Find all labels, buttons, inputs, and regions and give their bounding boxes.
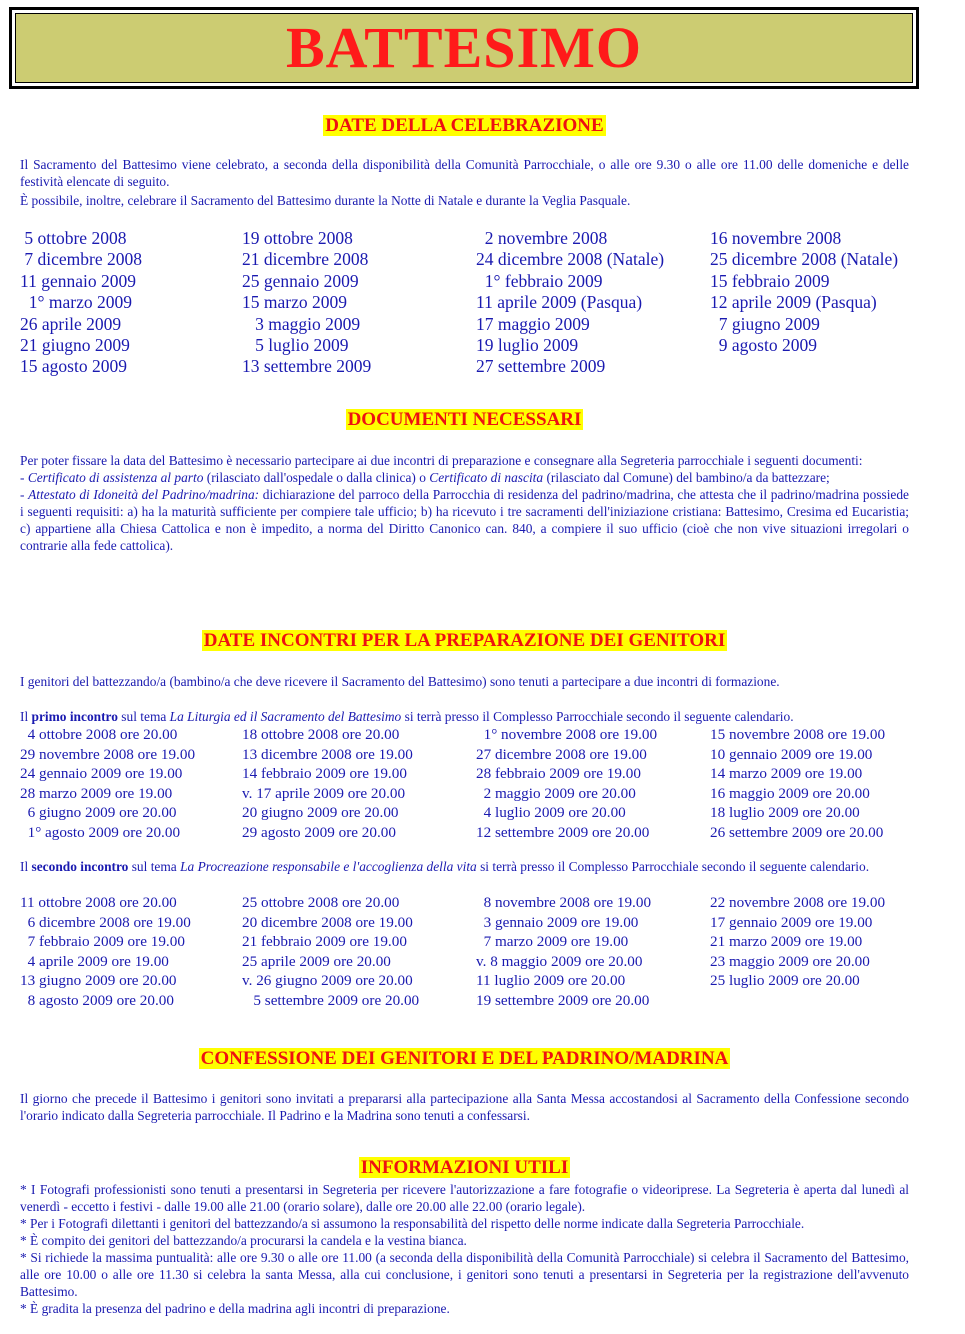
info-item: * Per i Fotografi dilettanti i genitori del battezzando/a si assumono la responsabilità del rispetto delle norme indicate dalla Segreteria Parrocchiale. — [20, 1216, 805, 1231]
secondo-incontro-date: v. 8 maggio 2009 ore 20.00 — [476, 952, 643, 970]
heading-informazioni — [0, 1157, 929, 1179]
secondo-incontro-date: 25 aprile 2009 ore 20.00 — [242, 952, 391, 970]
incontri-intro-text: I genitori del battezzando/a (bambino/a che deve ricevere il Sacramento del Battesimo) sono tenuti a partecipare a due incontri di formazione. — [20, 674, 780, 689]
primo-incontro-date: 18 luglio 2009 ore 20.00 — [710, 804, 860, 821]
text: Il — [20, 709, 32, 724]
heading-text: DOCUMENTI NECESSARI — [347, 409, 582, 430]
documents-intro: Per poter fissare la data del Battesimo è necessario partecipare ai due incontri di preparazione e consegnare alla Segreteria parrocchiale i seguenti documenti: — [20, 453, 863, 468]
secondo-incontro-date: 20 dicembre 2008 ore 19.00 — [242, 913, 413, 931]
celebration-date: 2 novembre 2008 — [476, 228, 608, 248]
primo-incontro-date: 29 agosto 2009 ore 20.00 — [242, 823, 396, 841]
secondo-incontro-date: 11 luglio 2009 ore 20.00 — [476, 972, 626, 989]
heading-text: INFORMAZIONI UTILI — [360, 1157, 569, 1178]
secondo-incontro-date: 11 ottobre 2008 ore 20.00 — [20, 894, 177, 911]
primo-incontro-theme: La Liturgia ed il Sacramento del Battesimo — [169, 709, 402, 724]
primo-incontro-date: 14 marzo 2009 ore 19.00 — [710, 765, 863, 782]
secondo-incontro-date: 8 agosto 2009 ore 20.00 — [20, 991, 174, 1009]
celebration-date: 11 aprile 2009 (Pasqua) — [476, 292, 643, 313]
celebration-date: 7 dicembre 2008 — [20, 249, 142, 270]
primo-incontro-date: 28 marzo 2009 ore 19.00 — [20, 784, 173, 802]
item-text: dichiarazione del parroco della Parrocchia di residenza del padrino/madrina, che attesta che il padrino/madrina possiede i seguenti requisiti: a) ha la maturità sufficiente per compiere tale ufficio; b) ha ricevuto i tre sacramenti dell'iniziazione cristiana: Battesimo, Cresima ed Eucaristia; c) appartiene alla Chiesa Cattolica e non è impedito, a norma del Diritto Canonico can. 840, a compiere il suo ufficio (cioè che non vive situazioni irregolari o contrarie alla fede cattolica). — [20, 487, 909, 553]
celebration-paragraph-1: Il Sacramento del Battesimo viene celebrato, a seconda della disponibilità della Comunità Parrocchiale, o alle ore 9.30 o alle ore 11.00 delle domeniche e delle festività elencate di seguito. — [20, 157, 909, 189]
secondo-incontro-date: v. 26 giugno 2009 ore 20.00 — [242, 972, 413, 989]
celebration-date: 5 luglio 2009 — [242, 335, 349, 356]
documents-block — [20, 452, 909, 554]
heading-date-celebrazione — [0, 115, 929, 137]
celebration-date: 7 giugno 2009 — [710, 313, 820, 334]
secondo-incontro-paragraph — [20, 858, 909, 875]
text: si terrà presso il Complesso Parrocchiale secondo il seguente calendario. — [401, 709, 794, 724]
primo-incontro-dates-grid — [20, 725, 920, 842]
celebration-date: 12 aprile 2009 (Pasqua) — [710, 292, 877, 313]
celebration-intro — [20, 156, 909, 209]
heading-text: DATE INCONTRI PER LA PREPARAZIONE DEI GENITORI — [203, 630, 726, 651]
celebration-date: 15 agosto 2009 — [20, 356, 127, 377]
info-item: * È compito dei genitori del battezzando/a procurarsi la candela e la vestina bianca. — [20, 1233, 467, 1248]
primo-incontro-date: 29 novembre 2008 ore 19.00 — [20, 745, 196, 763]
secondo-incontro-date: 21 marzo 2009 ore 19.00 — [710, 933, 863, 950]
celebration-date — [710, 356, 920, 377]
incontri-intro — [20, 673, 909, 690]
info-item: * I Fotografi professionisti sono tenuti a presentarsi in Segreteria per ricevere l'autorizzazione a fare fotografie o videoriprese. La Segreteria è aperta dal lunedì al venerdì - eccetto i festivi - dalle 19.00 alle 21.00 (orario solare), dalle ore 20.00 alle 22.00 (orario legale). — [20, 1182, 909, 1214]
secondo-incontro-date: 13 giugno 2009 ore 20.00 — [20, 972, 177, 989]
confessione-text: Il giorno che precede il Battesimo i genitori sono invitati a prepararsi alla partecipazione alla Santa Messa accostandosi al Sacramento della Confessione secondo l'orario indicato dalla Segreteria parrocchiale. Il Padrino e la Madrina sono tenuti a confessarsi. — [20, 1091, 909, 1123]
secondo-incontro-date: 4 aprile 2009 ore 19.00 — [20, 952, 169, 970]
heading-confessione — [0, 1048, 929, 1070]
secondo-incontro-date: 3 gennaio 2009 ore 19.00 — [476, 913, 639, 931]
secondo-incontro-date: 21 febbraio 2009 ore 19.00 — [242, 933, 407, 950]
secondo-incontro-date: 23 maggio 2009 ore 20.00 — [710, 952, 870, 970]
celebration-date: 25 dicembre 2008 (Natale) — [710, 249, 899, 270]
primo-incontro-date: 12 settembre 2009 ore 20.00 — [476, 823, 650, 841]
item-prefix: - — [20, 470, 28, 485]
celebration-date: 21 dicembre 2008 — [242, 249, 369, 270]
celebration-date: 26 aprile 2009 — [20, 313, 122, 334]
item-prefix: - — [20, 487, 29, 502]
secondo-incontro-date: 7 febbraio 2009 ore 19.00 — [20, 933, 185, 950]
celebration-date: 24 dicembre 2008 (Natale) — [476, 249, 665, 270]
secondo-incontro-date: 8 novembre 2008 ore 19.00 — [476, 894, 652, 911]
title-banner — [15, 13, 913, 83]
page-title: BATTESIMO — [285, 15, 642, 80]
celebration-date: 15 febbraio 2009 — [710, 270, 830, 291]
celebration-dates-grid — [20, 228, 920, 378]
celebration-date: 15 marzo 2009 — [242, 292, 347, 313]
secondo-incontro-date: 17 gennaio 2009 ore 19.00 — [710, 913, 873, 931]
document-item-attestato — [20, 486, 909, 554]
celebration-date: 19 luglio 2009 — [476, 335, 579, 356]
primo-incontro-date: 10 gennaio 2009 ore 19.00 — [710, 745, 873, 763]
primo-incontro-date: 6 giugno 2009 ore 20.00 — [20, 804, 177, 821]
primo-incontro-date: 1° novembre 2008 ore 19.00 — [476, 726, 658, 743]
celebration-date: 16 novembre 2008 — [710, 228, 842, 248]
secondo-incontro-date: 6 dicembre 2008 ore 19.00 — [20, 913, 191, 931]
info-item: * È gradita la presenza del padrino e della madrina agli incontri di preparazione. — [20, 1301, 450, 1316]
heading-incontri — [0, 630, 929, 652]
celebration-date: 13 settembre 2009 — [242, 356, 372, 377]
celebration-date: 1° marzo 2009 — [20, 292, 132, 313]
confessione-block — [20, 1090, 909, 1124]
text: sul tema — [117, 709, 170, 724]
item-text: (rilasciato dal Comune) del bambino/a da battezzare; — [543, 470, 830, 485]
secondo-incontro-date: 25 luglio 2009 ore 20.00 — [710, 972, 860, 989]
secondo-incontro-date: 22 novembre 2008 ore 19.00 — [710, 894, 886, 911]
text: si terrà presso il Complesso Parrocchiale secondo il seguente calendario. — [476, 859, 870, 874]
title-box — [9, 7, 919, 89]
primo-incontro-date: 4 ottobre 2008 ore 20.00 — [20, 726, 178, 743]
celebration-date: 3 maggio 2009 — [242, 313, 361, 334]
celebration-date: 17 maggio 2009 — [476, 313, 590, 334]
secondo-incontro-date: 5 settembre 2009 ore 20.00 — [242, 991, 420, 1009]
document-item-certificato — [20, 469, 909, 486]
doc-attestato-idoneita: Attestato di Idoneità del Padrino/madrina: — [28, 487, 260, 502]
info-item: * Si richiede la massima puntualità: alle ore 9.30 o alle ore 11.00 (a seconda della disponibilità della Comunità Parrocchiale) si celebra il Sacramento del Battesimo, alle ore 10.00 o alle ore 11.30 si celebra la santa Messa, alla cui conclusione, i genitori sono tenuti a presentarsi in Segreteria per la registrazione dell'avvenuto Battesimo. — [20, 1250, 909, 1299]
celebration-paragraph-2: È possibile, inoltre, celebrare il Sacramento del Battesimo durante la Notte di Natale e durante la Veglia Pasquale. — [20, 193, 631, 208]
heading-text: CONFESSIONE DEI GENITORI E DEL PADRINO/MADRINA — [200, 1048, 729, 1069]
text: sul tema — [128, 859, 181, 874]
informazioni-list — [20, 1181, 909, 1317]
secondo-incontro-date — [710, 991, 920, 1011]
celebration-date: 27 settembre 2009 — [476, 356, 606, 377]
secondo-incontro-dates-grid — [20, 893, 920, 1010]
primo-incontro-date: 13 dicembre 2008 ore 19.00 — [242, 745, 413, 763]
celebration-date: 25 gennaio 2009 — [242, 270, 359, 291]
celebration-date: 19 ottobre 2008 — [242, 228, 353, 248]
primo-incontro-date: 14 febbraio 2009 ore 19.00 — [242, 765, 407, 782]
primo-incontro-date: 4 luglio 2009 ore 20.00 — [476, 804, 626, 821]
primo-incontro-text — [20, 708, 909, 725]
celebration-date: 1° febbraio 2009 — [476, 270, 603, 291]
primo-incontro-date: 20 giugno 2009 ore 20.00 — [242, 804, 399, 821]
item-text: (rilasciato dall'ospedale o dalla clinica) o — [203, 470, 430, 485]
celebration-date: 11 gennaio 2009 — [20, 270, 136, 291]
primo-incontro-date: 1° agosto 2009 ore 20.00 — [20, 823, 181, 841]
celebration-date: 21 giugno 2009 — [20, 335, 130, 356]
primo-incontro-date: 26 settembre 2009 ore 20.00 — [710, 823, 884, 841]
heading-documenti — [0, 409, 929, 431]
primo-incontro-date: 24 gennaio 2009 ore 19.00 — [20, 765, 183, 782]
secondo-incontro-label: secondo incontro — [31, 859, 129, 874]
doc-certificato-nascita: Certificato di nascita — [429, 470, 544, 485]
secondo-incontro-date: 19 settembre 2009 ore 20.00 — [476, 991, 650, 1009]
primo-incontro-date: 2 maggio 2009 ore 20.00 — [476, 784, 636, 802]
secondo-incontro-theme: La Procreazione responsabile e l'accoglienza della vita — [180, 859, 477, 874]
primo-incontro-date: 16 maggio 2009 ore 20.00 — [710, 784, 870, 802]
text: Il — [20, 859, 32, 874]
celebration-date: 9 agosto 2009 — [710, 335, 817, 356]
primo-incontro-paragraph — [20, 708, 909, 725]
secondo-incontro-date: 7 marzo 2009 ore 19.00 — [476, 933, 629, 950]
secondo-incontro-date: 25 ottobre 2008 ore 20.00 — [242, 894, 400, 911]
primo-incontro-date: 15 novembre 2008 ore 19.00 — [710, 726, 886, 743]
primo-incontro-date: v. 17 aprile 2009 ore 20.00 — [242, 784, 406, 802]
doc-certificato-parto: Certificato di assistenza al parto — [27, 470, 204, 485]
primo-incontro-date: 28 febbraio 2009 ore 19.00 — [476, 765, 641, 782]
celebration-date: 5 ottobre 2008 — [20, 228, 127, 248]
heading-text: DATE DELLA CELEBRAZIONE — [325, 115, 604, 136]
primo-incontro-date: 27 dicembre 2008 ore 19.00 — [476, 745, 647, 763]
primo-incontro-label: primo incontro — [31, 709, 118, 724]
secondo-incontro-text — [20, 858, 909, 875]
primo-incontro-date: 18 ottobre 2008 ore 20.00 — [242, 726, 400, 743]
